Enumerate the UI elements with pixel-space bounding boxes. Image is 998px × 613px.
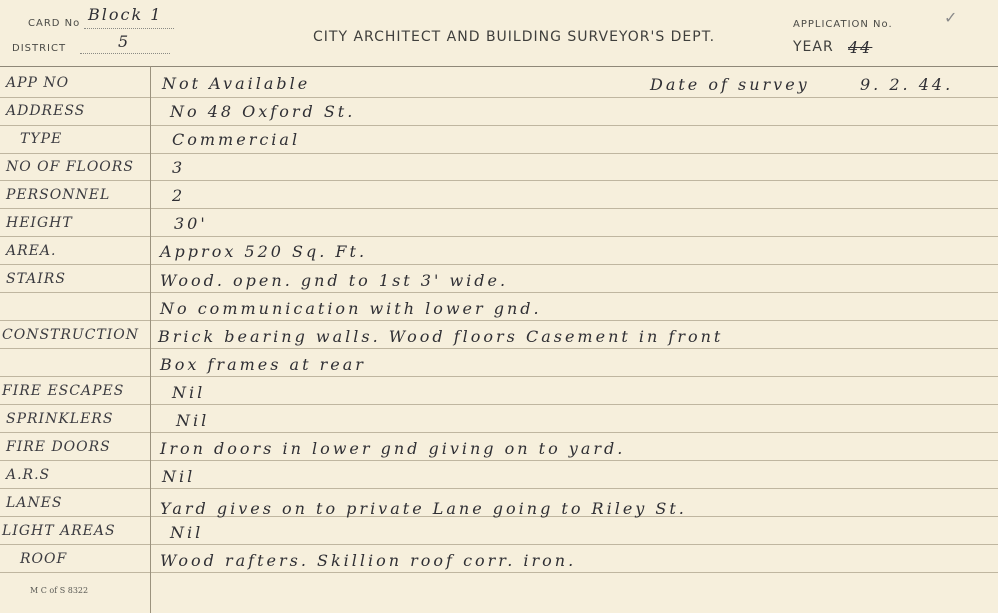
field-value-roof: Wood rafters. Skillion roof corr. iron. bbox=[160, 551, 577, 570]
field-label-light-areas: LIGHT AREAS bbox=[2, 523, 116, 539]
field-label-height: HEIGHT bbox=[6, 215, 73, 231]
field-label-fire-escapes: FIRE ESCAPES bbox=[2, 383, 125, 399]
field-value-floors: 3 bbox=[172, 158, 186, 177]
district-dotted-line bbox=[80, 53, 170, 55]
year-label: YEAR bbox=[793, 39, 834, 55]
field-label-area: AREA. bbox=[6, 243, 57, 259]
field-label-personnel: PERSONNEL bbox=[6, 187, 111, 203]
card-no-dotted-line bbox=[84, 28, 174, 30]
form-code: M C of S 8322 bbox=[30, 586, 89, 595]
field-label-type: TYPE bbox=[20, 131, 63, 147]
year-value: 44 bbox=[848, 38, 873, 57]
field-value-construction-line-2: Box frames at rear bbox=[160, 355, 366, 374]
field-label-ars: A.R.S bbox=[6, 467, 51, 483]
field-value-fire-escapes: Nil bbox=[172, 383, 206, 402]
application-no-label: APPLICATION No. bbox=[793, 19, 893, 30]
field-label-floors: NO OF FLOORS bbox=[6, 159, 134, 175]
card-no-value: Block 1 bbox=[88, 5, 163, 24]
field-value-sprinklers: Nil bbox=[176, 411, 210, 430]
district-value: 5 bbox=[118, 32, 131, 51]
field-label-fire-doors: FIRE DOORS bbox=[6, 439, 111, 455]
field-label-app-no: APP NO bbox=[6, 75, 70, 91]
field-value-address: No 48 Oxford St. bbox=[170, 102, 356, 121]
field-value-personnel: 2 bbox=[172, 186, 186, 205]
field-value-light-areas: Nil bbox=[170, 523, 204, 542]
field-value-area: Approx 520 Sq. Ft. bbox=[160, 242, 368, 261]
field-value-ars: Nil bbox=[162, 467, 196, 486]
field-label-address: ADDRESS bbox=[6, 103, 86, 119]
field-value-construction-line-1: Brick bearing walls. Wood floors Casement in front bbox=[158, 327, 724, 346]
field-value-type: Commercial bbox=[172, 130, 301, 149]
field-label-sprinklers: SPRINKLERS bbox=[6, 411, 114, 427]
field-label-roof: ROOF bbox=[20, 551, 68, 567]
field-value-fire-doors: Iron doors in lower gnd giving on to yard. bbox=[160, 439, 626, 458]
card-no-label: CARD No bbox=[28, 18, 81, 29]
field-value-stairs-line-2: No communication with lower gnd. bbox=[160, 299, 542, 318]
tick-mark: ✓ bbox=[944, 8, 958, 27]
field-value-lanes: Yard gives on to private Lane going to Riley St. bbox=[160, 499, 687, 518]
field-value-app-no: Not Available bbox=[162, 74, 311, 93]
field-label-lanes: LANES bbox=[6, 495, 63, 511]
field-value-stairs-line-1: Wood. open. gnd to 1st 3' wide. bbox=[160, 271, 509, 290]
survey-date-label: Date of survey bbox=[650, 75, 810, 94]
district-label: DISTRICT bbox=[12, 43, 67, 54]
field-label-construction: CONSTRUCTION bbox=[2, 327, 140, 343]
survey-date-value: 9. 2. 44. bbox=[860, 75, 954, 94]
field-value-height: 30' bbox=[174, 214, 208, 233]
field-label-stairs: STAIRS bbox=[6, 271, 66, 287]
dept-title: CITY ARCHITECT AND BUILDING SURVEYOR'S DEPT. bbox=[313, 29, 716, 45]
label-column-divider bbox=[150, 66, 151, 613]
